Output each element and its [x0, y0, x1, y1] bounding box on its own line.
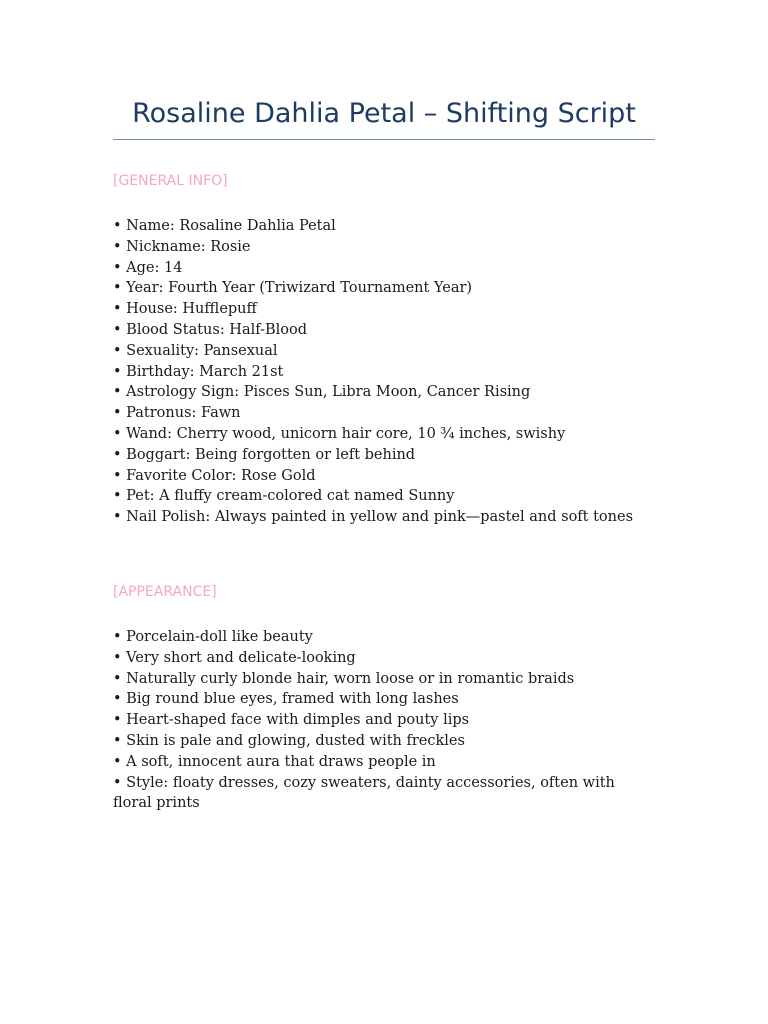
list-item: • Favorite Color: Rose Gold: [113, 467, 316, 484]
list-item: • Wand: Cherry wood, unicorn hair core, 10 ¾ inches, swishy: [113, 425, 566, 442]
list-item: • Naturally curly blonde hair, worn loose or in romantic braids: [113, 670, 575, 687]
list-item: • Astrology Sign: Pisces Sun, Libra Moon, Cancer Rising: [113, 384, 531, 401]
list-item: • Boggart: Being forgotten or left behind: [113, 446, 416, 463]
list-item: • Name: Rosaline Dahlia Petal: [113, 218, 336, 234]
page-title: Rosaline Dahlia Petal – Shifting Script: [132, 98, 636, 129]
list-item: • Porcelain-doll like beauty: [113, 629, 313, 645]
list-item: • House: Hufflepuff: [113, 301, 257, 318]
list-item: • Heart-shaped face with dimples and pouty lips: [113, 712, 470, 729]
list-item: • Pet: A fluffy cream-colored cat named Sunny: [113, 488, 455, 505]
list-item: • Skin is pale and glowing, dusted with freckles: [113, 732, 465, 749]
list-item: • Year: Fourth Year (Triwizard Tournament Year): [113, 280, 473, 297]
list-item: • Patronus: Fawn: [113, 405, 241, 422]
list-item: • Blood Status: Half-Blood: [113, 321, 308, 338]
general-info-list: [113, 216, 658, 528]
list-item: • Big round blue eyes, framed with long lashes: [113, 691, 459, 708]
title-underline: [113, 139, 655, 140]
section-heading-appearance: [APPEARANCE]: [113, 584, 217, 600]
list-item: • Birthday: March 21st: [113, 363, 284, 380]
list-item: • Style: floaty dresses, cozy sweaters, dainty accessories, often with floral prints: [113, 774, 615, 812]
appearance-list: [113, 627, 658, 814]
section-heading-general-info: [GENERAL INFO]: [113, 173, 228, 189]
list-item: • Age: 14: [113, 259, 183, 276]
list-item: • Sexuality: Pansexual: [113, 342, 278, 359]
list-item: • Nail Polish: Always painted in yellow and pink—pastel and soft tones: [113, 509, 634, 526]
list-item: • Nickname: Rosie: [113, 238, 251, 255]
list-item: • A soft, innocent aura that draws people in: [113, 753, 436, 770]
list-item: • Very short and delicate-looking: [113, 649, 356, 666]
